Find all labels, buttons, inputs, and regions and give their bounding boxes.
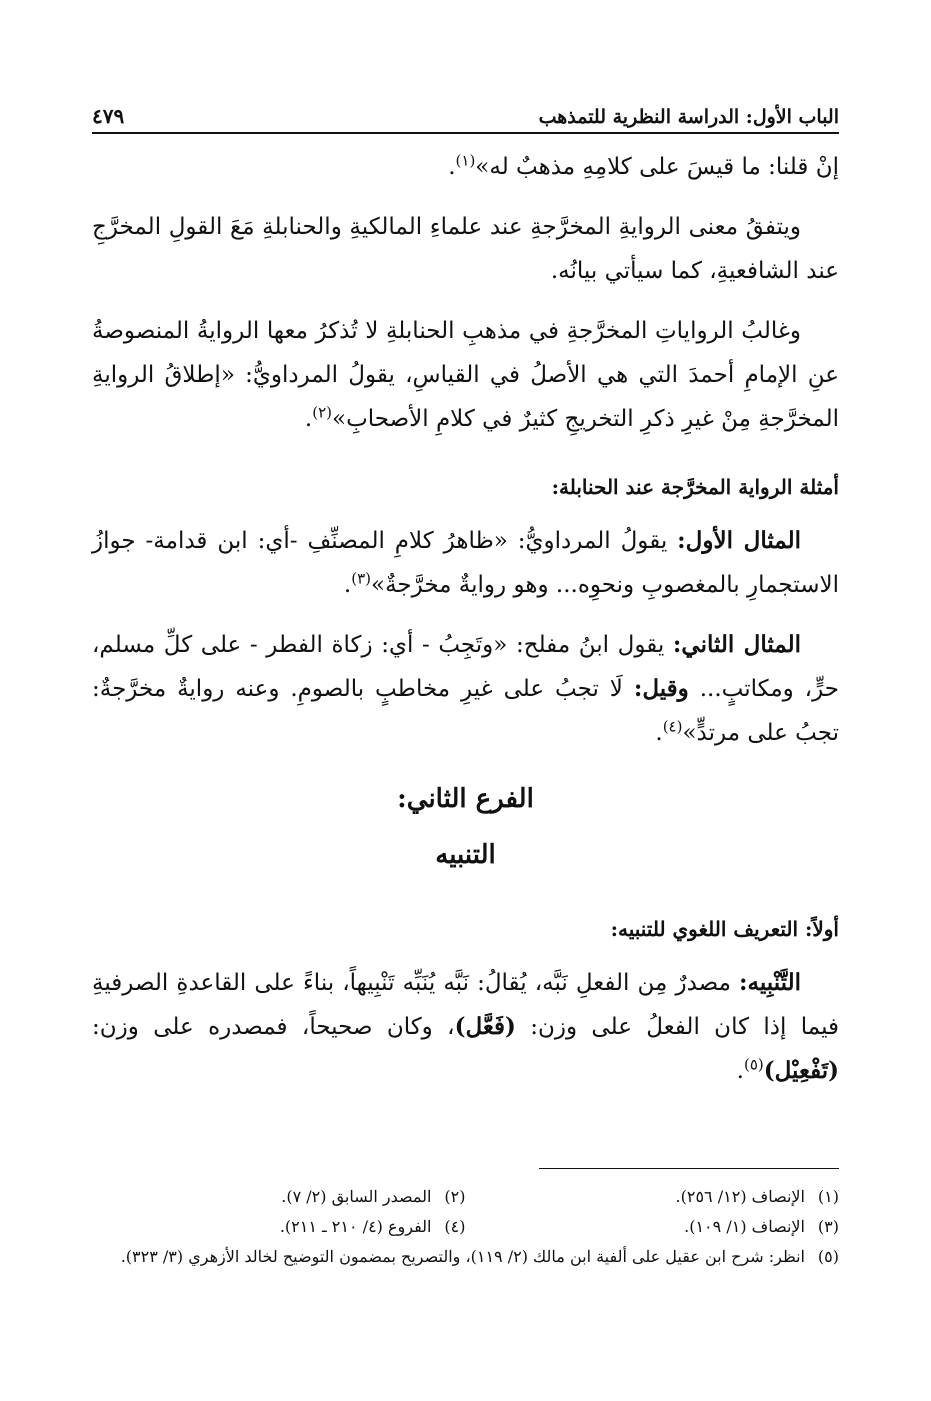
footnote — [92, 1212, 466, 1242]
footnote-row — [92, 1212, 839, 1242]
footnote — [92, 1242, 839, 1272]
footnote-ref: (٢) — [312, 403, 333, 422]
page-number: ٤٧٩ — [92, 104, 125, 128]
example-paragraph — [92, 519, 839, 607]
definition-paragraph — [92, 961, 839, 1093]
definition-heading: أولاً: التعريف اللغوي للتنبيه: — [610, 917, 839, 941]
footnotes — [92, 1182, 839, 1272]
footnote-number: (٤) — [444, 1217, 466, 1236]
paragraph — [92, 309, 839, 441]
footnote — [466, 1212, 840, 1242]
example-label: المثال الثاني: — [672, 631, 801, 658]
section-subtitle: التنبيه — [435, 840, 496, 870]
footnote-row — [92, 1182, 839, 1212]
footnote-text: انظر: شرح ابن عقيل على ألفية ابن مالك (٢/ ١١٩)، والتصريح بمضمون التوضيح لخالد الأزهري (٣/ ٣٢٣). — [120, 1247, 805, 1266]
footnote-number: (٥) — [817, 1247, 839, 1266]
morphological-pattern: (فَعَّل) — [454, 1013, 516, 1040]
footnote-number: (٣) — [817, 1217, 839, 1236]
qila-label: وقيل: — [633, 675, 689, 702]
footnote-ref: (٤) — [662, 717, 683, 736]
definition-text: ، وكان صحيحاً، فمصدره على وزن: — [92, 1014, 455, 1040]
punctuation: . — [343, 572, 352, 598]
morphological-pattern: (تَفْعِيْل) — [763, 1057, 839, 1084]
definition-term: التَّنْبِيه: — [739, 969, 801, 996]
footnote-separator — [539, 1168, 839, 1169]
footnote-ref: (١) — [455, 151, 476, 170]
paragraph-continuation — [92, 145, 839, 189]
paragraph: ويتفقُ معنى الروايةِ المخرَّجةِ عند علماءِ المالكيةِ والحنابلةِ مَعَ القولِ المخرَّجِ عند الشافعيةِ، كما سيأتي بيانُه. — [92, 214, 839, 284]
example-text: يقولُ المرداويُّ: «ظاهرُ كلامِ المصنِّفِ -أي: ابن قدامة- جوازُ الاستجمارِ بالمغصوبِ ونحوِه... وهو روايةٌ مخرَّجةٌ» — [92, 528, 839, 598]
paragraph-text: وغالبُ الرواياتِ المخرَّجةِ في مذهبِ الحنابلةِ لا تُذكرُ معها الروايةُ المنصوصةُ عنِ الإمامِ أحمدَ التي هي الأصلُ في القياسِ، يقولُ المرداويُّ: «إطلاقُ الروايةِ المخرَّجةِ مِنْ غيرِ ذكرِ التخريجِ كثيرٌ في كلامِ الأصحابِ» — [92, 318, 839, 432]
examples-heading: أمثلة الرواية المخرَّجة عند الحنابلة: — [551, 475, 839, 499]
example-text: لَا تجبُ على غيرِ مخاطبٍ بالصومِ. وعنه روايةٌ مخرَّجةٌ: تجبُ على مرتدٍّ» — [92, 676, 839, 746]
chapter-title: الباب الأول: الدراسة النظرية للتمذهب — [538, 106, 839, 128]
main-text — [92, 145, 839, 1109]
punctuation: . — [304, 406, 313, 432]
footnote-text: الإنصاف (١/ ١٠٩). — [684, 1217, 805, 1236]
footnote — [466, 1182, 840, 1212]
footnote-text: الفروع (٤/ ٢١٠ ـ ٢١١). — [279, 1217, 432, 1236]
footnote-text: الإنصاف (١٢/ ٢٥٦). — [675, 1187, 805, 1206]
running-header — [92, 92, 839, 134]
punctuation: . — [448, 154, 456, 180]
example-label: المثال الأول: — [677, 527, 801, 554]
definition-text: مصدرٌ مِن الفعلِ نَبَّه، يُقالُ: نَبَّه يُنَبِّه تَنْبِيهاً، بناءً على القاعدةِ الصرفيةِ فيما إذا كان الفعلُ على وزن: — [92, 970, 840, 1040]
footnote — [92, 1182, 466, 1212]
punctuation: . — [736, 1058, 744, 1084]
example-paragraph — [92, 623, 839, 755]
punctuation: . — [655, 720, 663, 746]
footnote-number: (٢) — [444, 1187, 466, 1206]
footnote-text: المصدر السابق (٢/ ٧). — [281, 1187, 432, 1206]
section-title: الفرع الثاني: — [397, 784, 534, 814]
paragraph-text: إنْ قلنا: ما قيسَ على كلامِهِ مذهبٌ له» — [475, 154, 839, 180]
example-text: يقول ابنُ مفلح: «وتَجِبُ - أي: زكاة الفطر - على كلِّ مسلم، حرٍّ، ومكاتبٍ... — [92, 632, 840, 702]
footnote-ref: (٥) — [743, 1055, 764, 1074]
footnote-ref: (٣) — [351, 569, 372, 588]
footnote-number: (١) — [817, 1187, 839, 1206]
